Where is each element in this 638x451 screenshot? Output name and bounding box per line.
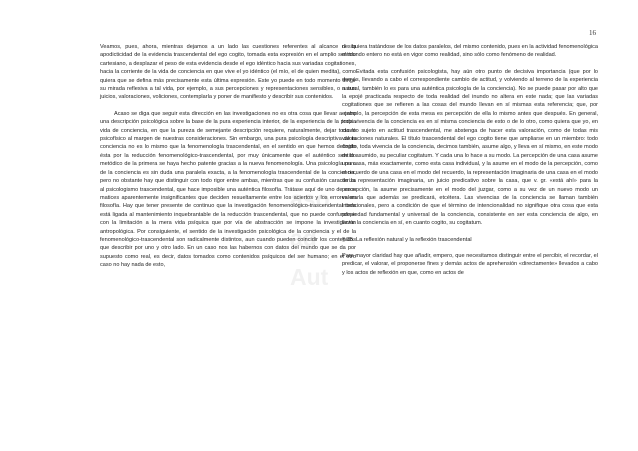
paragraph: Evitada esta confusión psicologista, hay aún otro punto de decisiva importancia (que por lo demás, llevando a cabo el correspondiente cambio de actitud, y volviendo al terreno de la experiencia natural, también lo es para una auténtica psicología de la conciencia). No se puede pasar por alto que la epojé practicada respecto de toda realidad del inundo no altera en este nada; que las variadas cogitationes que se refieren a las cosas del mundo llevan en sí mismas esta referencia; que, por ejemplo, la percepción de esta mesa es percepción de ella lo mismo antes que después. En general, toda vivencia de la conciencia es en sí misma conciencia de esto o de lo otro, como quiera que yo, en cuanto sujeto en actitud trascendental, me abstenga de hacer esta valoración, como de todas mis valoraciones naturales. El título trascendental del ego cogito tiene que ampliarse en un miembro: todo cogito, toda vivencia de la conciencia, decimos también, asume algo, y lleva en sí mismo, en este modo de lo asumido, su peculiar cogitatum. Y cada una lo hace a su modo. La percepción de una casa asume una casa, más exactamente, como esta casa individual, y la asume en el modo de la percepción, como el recuerdo de una casa en el modo del recuerdo, la representación imaginaria de una casa en el modo de la representación imaginaria, un juicio predicativo sobre la casa, que v. gr. «está ahí» para la percepción, la asume precisamente en el modo del juzgar, como a su vez de un nuevo modo un valorarla que además se predicará, etcétera. Las vivencias de la conciencia se llaman también intencionales, pero a condición de que el término de intencionalidad no signifique otra cosa que esta propiedad fundamental y universal de la conciencia, consistente en ser esta conciencia de algo, en llevar la conciencia en sí, en cuanto cogito, su cogitatum. <box>342 68 598 227</box>
paragraph: Veamos, pues, ahora, mientras dejamos a un lado las cuestiones referentes al alcance de la apodicticidad de la evidencia trascendental del ego cogito, tomada esta expresión en el amplio sentido cartesiano, a desplazar el peso de esta evidencia desde el ego idéntico hacia sus variadas cogitationes, hacia la corriente de la vida de conciencia en que vive el yo idéntico (el mío, el de quien medita), como quiera que se defina más precisamente esta última expresión. Este yo puede en todo momento dirigir su mirada reflexiva a tal vida, por ejemplo, a sus percepciones y representaciones sensibles, o a sus juicios, valoraciones, voliciones, contemplarla y poner de manifiesto y describir sus contenidos. <box>100 44 356 101</box>
page-number: 16 <box>589 29 596 37</box>
watermark-line: aso <box>290 186 330 212</box>
paragraph-continuation: ni siquiera tratándose de los datos paralelos, del mismo contenido, pues en la actividad fenomenológica el mundo entero no está en vigor como realidad, sino sólo como fenómeno de realidad. <box>342 44 598 59</box>
paragraph: Para mayor claridad hay que añadir, empero, que necesitamos distinguir entre el percibir, el recordar, el predicar, el valorar, el proponerse fines y demás actos de aprehensión «directamente» llevados a cabo y los actos de reflexión en que, como en actos de <box>342 252 598 276</box>
watermark-line: Aut <box>290 264 329 290</box>
right-column <box>342 43 598 277</box>
watermark-line: ad <box>290 225 317 251</box>
left-column <box>100 43 356 270</box>
section-heading: § 15. La reflexión natural y la reflexión trascendental <box>342 236 472 243</box>
paragraph: Acaso se diga que seguir esta dirección en las investigaciones no es otra cosa que llevar a cabo una descripción psicológica sobre la base de la pura experiencia interior, de la experiencia de la propia vida de conciencia, en que la pureza de semejante descripción requiere, naturalmente, dejar todo lo psicofísico al margen de nuestras consideraciones. Sin embargo, una pura psicología descriptiva de la conciencia no es lo mismo que la fenomenología trascendental, en el sentido en que hemos definido ésta por la reducción fenomenológico-trascendental, por muy únicamente que el auténtico sentido metódico de la primera se haya hecho patente gracias a la nueva fenomenología. Una psicología pura de la conciencia es sin duda una paralela exacta, a la fenomenología trascendental de la conciencia, pero no obstante hay que distinguir con todo rigor entre ambas, mientras que su confusión caracteriza al psicologismo trascendental, que hace imposible una auténtica filosofía. Trátase aquí de uno de esos matices aparentemente insignificantes que deciden resueltamente entre los aciertos y los errores en filosofía. Hay que tener presente de continuo que la investigación fenomenológico-trascendental toda está ligada al mantenimiento inquebrantable de la reducción trascendental, que no puede confundirse con la limitación a la mera vida psíquica que por vía de abstracción se impone la investigación antropológica. Por consiguiente, el sentido de la investigación psicológica de la conciencia y el de la fenomenológico-trascendental son radicalmente distintos, aun cuando pueden coincidir los contenidos que describir por uno y otro lado. En un caso nos las habernos con datos del mundo que se da por supuesto como real, es decir, datos tomados como contenidos psíquicos del ser humano; en el otro caso no hay nada de esto, <box>100 110 356 269</box>
